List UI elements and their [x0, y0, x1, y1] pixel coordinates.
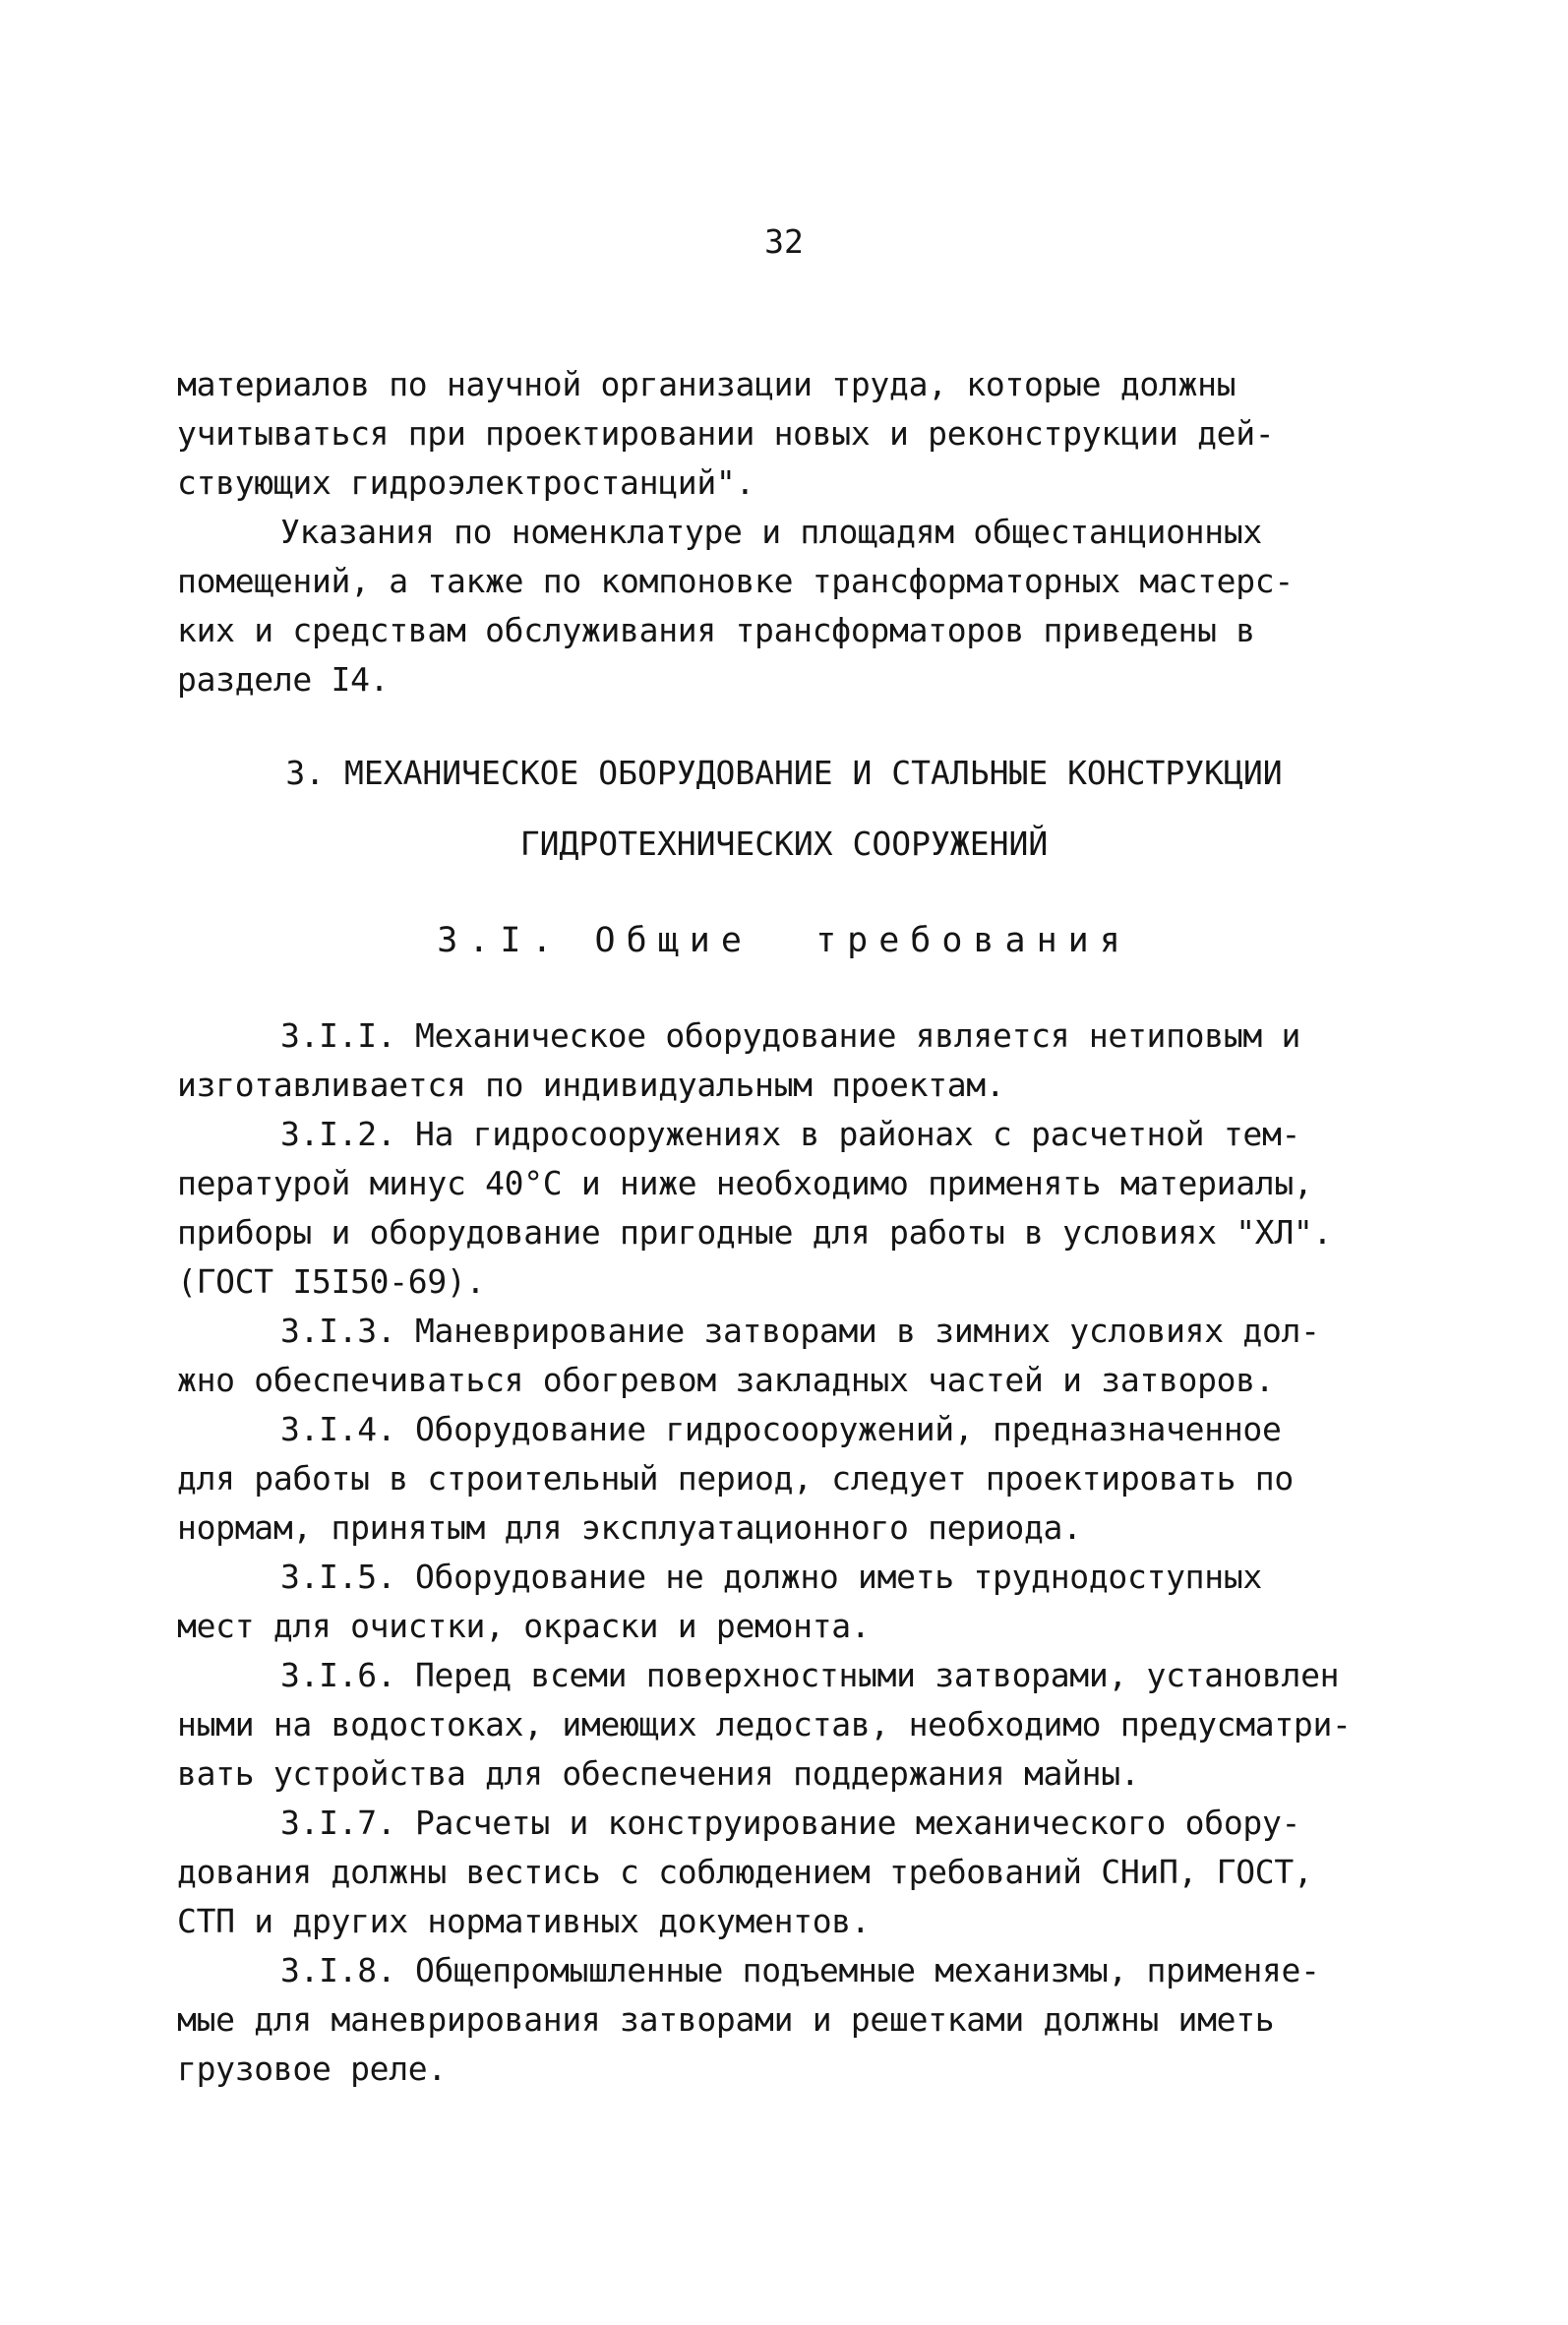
text-line: пературой минус 40°С и ниже необходимо применять материалы, [177, 1164, 1313, 1202]
text-line: разделе I4. [177, 660, 390, 699]
text-line: учитываться при проектировании новых и реконструкции дей- [177, 414, 1275, 453]
text-line: 3.I.2. На гидросооружениях в районах с расчетной тем- [280, 1115, 1301, 1153]
text-line: приборы и оборудование пригодные для работы в условиях "ХЛ". [177, 1213, 1333, 1252]
text-line: 3.I.8. Общепромышленные подъемные механизмы, применяе- [280, 1951, 1320, 1989]
text-line: ствующих гидроэлектростанций". [177, 463, 755, 502]
section-title: 3. МЕХАНИЧЕСКОЕ ОБОРУДОВАНИЕ И СТАЛЬНЫЕ КОНСТРУКЦИИ [285, 754, 1283, 792]
text-line: 3.I.3. Маневрирование затворами в зимних условиях дол- [280, 1312, 1320, 1350]
text-line: помещений, а также по компоновке трансформаторных мастерс- [177, 562, 1294, 600]
text-line: жно обеспечиваться обогревом закладных частей и затворов. [177, 1361, 1275, 1399]
text-line: 3.I.7. Расчеты и конструирование механического обору- [280, 1804, 1301, 1842]
text-line: для работы в строительный период, следует проектировать по [177, 1459, 1294, 1498]
text-line: мые для маневрирования затворами и решетками должны иметь [177, 2000, 1275, 2039]
text-line: ких и средствам обслуживания трансформаторов приведены в [177, 611, 1255, 649]
text-line: материалов по научной организации труда, которые должны [177, 365, 1236, 403]
text-line: 3.I.5. Оборудование не должно иметь труднодоступных [280, 1558, 1262, 1596]
section-title-continued: ГИДРОТЕХНИЧЕСКИХ СООРУЖЕНИЙ [519, 825, 1049, 863]
text-line: изготавливается по индивидуальным проектам. [177, 1066, 1005, 1104]
text-line: 3.I.I. Механическое оборудование является нетиповым и [280, 1016, 1301, 1055]
text-line: СТП и других нормативных документов. [177, 1902, 871, 1940]
text-line: 3.I.6. Перед всеми поверхностными затворами, установлен [280, 1656, 1340, 1694]
text-line: (ГОСТ I5I50-69). [177, 1262, 486, 1301]
page-number: 32 [764, 222, 804, 261]
text-line: 3.I.4. Оборудование гидросооружений, предназначенное [280, 1410, 1282, 1448]
intro-text [177, 360, 1392, 704]
text-line: дования должны вестись с соблюдением требований СНиП, ГОСТ, [177, 1853, 1313, 1891]
text-line: мест для очистки, окраски и ремонта. [177, 1607, 871, 1645]
body-text [177, 1011, 1392, 2094]
text-line: Указания по номенклатуре и площадям общестанционных [280, 513, 1262, 551]
text-line: ными на водостоках, имеющих ледостав, необходимо предусматри- [177, 1705, 1352, 1744]
text-line: грузовое реле. [177, 2050, 447, 2088]
text-line: нормам, принятым для эксплуатационного периода. [177, 1508, 1082, 1547]
subsection-title: 3.I. Общие требования [437, 921, 1131, 960]
text-line: вать устройства для обеспечения поддержания майны. [177, 1754, 1140, 1793]
